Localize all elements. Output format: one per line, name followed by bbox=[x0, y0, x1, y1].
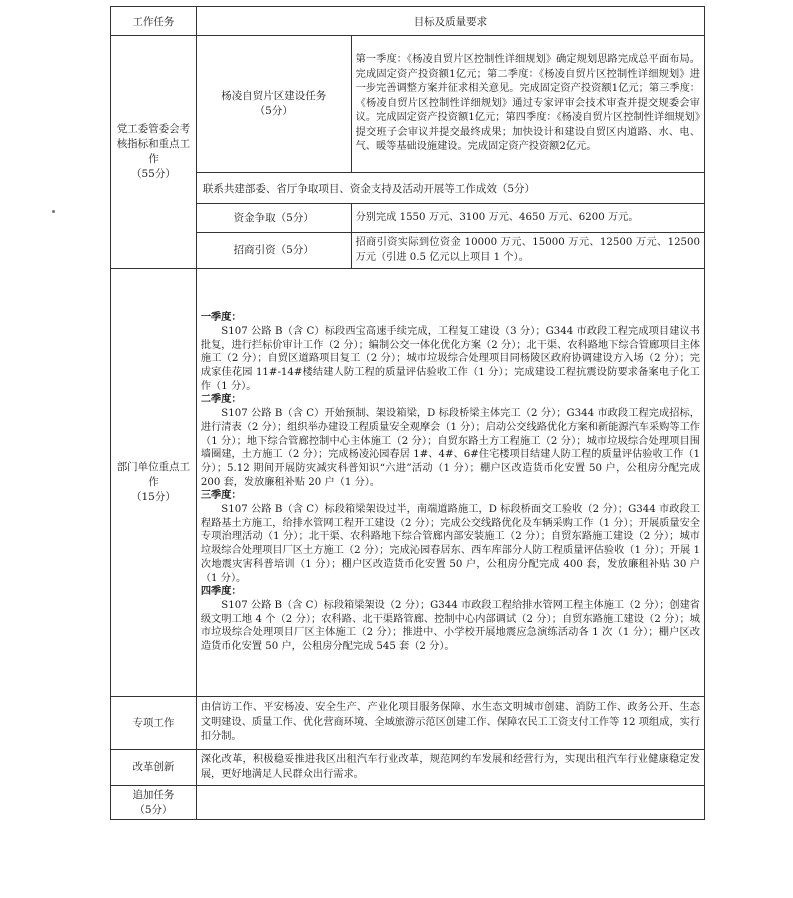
special-requirements: 由信访工作、平安杨凌、安全生产、产业化项目服务保障、水生态文明城市创建、消防工作、政务公开、生态文明建设、质量工作、优化营商环境、全域旅游示范区创建工作、保障农民工工资支付工作等 12 项组成，实行扣分制。 bbox=[196, 697, 704, 750]
ftz-requirements: 第一季度：《杨凌自贸片区控制性详细规划》确定规划思路完成总平面布局。完成固定资产投资额1亿元；第二季度：《杨凌自贸片区控制性详细规划》进一步完善调整方案并征求相关意见。完成固定资产投资额1亿元；第三季度：《杨凌自贸片区控制性详细规划》通过专家评审会技术审查并提交规委会审议。完成固定资产投资额1亿元；第四季度：《杨凌自贸片区控制性详细规划》提交班子会审议并提交最终成果；加快设计和建设自贸区内道路、水、电、气、暖等基础设施建设。完成固定资产投资额2亿元。 bbox=[351, 36, 704, 173]
scan-speck bbox=[52, 210, 55, 213]
q3-title: 三季度： bbox=[200, 489, 242, 502]
extra-requirements bbox=[196, 786, 704, 820]
q4-text: S107 公路 B（含 C）标段箱梁架设（2 分）；G344 市政段工程给排水管网工程主体施工（2 分）；创建省级文明工地 4 个（2 分）；农科路、北干渠路管廊、控制中心内部调试（2 分）；自贸东路施工建设（2 分）；城市垃圾综合处理项目厂区主体施工（2 分）；推进中、小学校开展地震应急演练活动各 1 次（1 分）；棚户区改造货币化安置 50 户，公租房分配完成 545 套（2 分）。 bbox=[200, 599, 700, 653]
q2-text: S107 公路 B（含 C）开始预制、架设箱梁，D 标段桥梁主体完工（2 分）；G344 市政段工程完成招标，进行清表（2 分）；组织举办建设工程质量安全观摩会（1 分）；启动公交线路优化方案和新能源汽车采购等工作（1 分）；地下综合管廊控制中心主体施工（2 分）；自贸东路土方工程施工（2 分）；城市垃圾综合处理项目围墙圈建，土方施工（2 分）；完成杨凌沁园春居 1#、4#、6#住宅楼项目结建人防工程的质量评估验收工作（1 分）；5.12 期间开展防灾减灾科普知识“六进”活动（1 分）；棚户区改造货币化安置 50 户，公租房分配完成 200 套，发放廉租补贴 20 户（1 分）。 bbox=[200, 408, 700, 488]
q1-text: S107 公路 B（含 C）标段西宝高速手续完成，工程复工建设（3 分）；G344 市政段工程完成项目建议书批复，进行拦标价审计工作（2 分）；编制公交一体化优化方案（2 分）；北干渠、农科路地下综合管廊项目主体施工（2 分）；自贸区道路项目复工（2 分）；城市垃圾综合处理项目同杨陵区政府协调建设方入场（2 分）；完成家佳花园 11#-14#楼结建人防工程的质量评估验收工作（1 分）；完成建设工程抗震设防要求备案电子化工作（1 分）。 bbox=[200, 325, 700, 392]
table-header-row bbox=[111, 7, 705, 36]
dept-category-label: 部门单位重点工作 bbox=[116, 461, 191, 488]
invest-row bbox=[111, 233, 705, 269]
joint-row bbox=[111, 173, 705, 204]
party-category-label: 党工委管委会考核指标和重点工作 bbox=[116, 123, 191, 165]
dept-category-cell bbox=[111, 269, 197, 697]
funds-task-name: 资金争取（5分） bbox=[196, 204, 351, 233]
ftz-task-name: 杨凌自贸片区建设任务 bbox=[221, 90, 327, 102]
dept-row bbox=[111, 269, 705, 697]
joint-task: 联系共建部委、省厅争取项目、资金支持及活动开展等工作成效（5分） bbox=[196, 173, 704, 204]
party-category-score: （55分） bbox=[131, 168, 176, 180]
extra-row bbox=[111, 786, 705, 820]
extra-task-score: （5分） bbox=[134, 803, 173, 816]
q3-text: S107 公路 B（含 C）标段箱梁架设过半，南端道路施工，D 标段桥面交工验收（2 分）；G344 市政段工程路基土方施工，给排水管网工程开工建设（2 分）；完成公交线路优化及车辆采购工作（1 分）；开展质量安全专项治理活动（1 分）；北干渠、农科路地下综合管廊内部安装施工（2 分）；自贸东路施工建设（2 分）；城市垃圾综合处理项目厂区土方施工（2 分）；完成沁园春居东、西车库部分人防工程质量评估验收（1 分）；开展 1 次地震灾害科普培训（1 分）；棚户区改造货币化安置 50 户，公租房分配完成 400 套，发放廉租补贴 30 户（1 分）。 bbox=[200, 504, 700, 584]
q1-title: 一季度： bbox=[200, 311, 242, 324]
dept-quarterly-requirements bbox=[196, 269, 704, 697]
task-table bbox=[110, 6, 705, 820]
reform-requirements: 深化改革，积极稳妥推进我区出租汽车行业改革，规范网约车发展和经营行为，实现出租汽车行业健康稳定发展，更好地满足人民群众出行需求。 bbox=[196, 750, 704, 786]
invest-requirements: 招商引资实际到位资金 10000 万元、15000 万元、12500 万元、12500 万元（引进 0.5 亿元以上项目 1 个）。 bbox=[351, 233, 704, 269]
q4-title: 四季度： bbox=[200, 585, 242, 598]
party-category-cell bbox=[111, 36, 197, 269]
q2-title: 二季度： bbox=[200, 393, 242, 406]
reform-row bbox=[111, 750, 705, 786]
header-task: 工作任务 bbox=[111, 7, 197, 36]
ftz-task-score: （5分） bbox=[254, 105, 293, 117]
special-task-name: 专项工作 bbox=[111, 697, 197, 750]
special-row bbox=[111, 697, 705, 750]
header-requirements: 目标及质量要求 bbox=[196, 7, 704, 36]
extra-task-cell bbox=[111, 786, 197, 820]
ftz-task-cell bbox=[196, 36, 351, 173]
invest-task-name: 招商引资（5分） bbox=[196, 233, 351, 269]
dept-category-score: （15分） bbox=[131, 491, 176, 503]
funds-requirements: 分别完成 1550 万元、3100 万元、4650 万元、6200 万元。 bbox=[351, 204, 704, 233]
extra-task-name: 追加任务 bbox=[132, 788, 175, 801]
reform-task-name: 改革创新 bbox=[111, 750, 197, 786]
ftz-row bbox=[111, 36, 705, 173]
funds-row bbox=[111, 204, 705, 233]
